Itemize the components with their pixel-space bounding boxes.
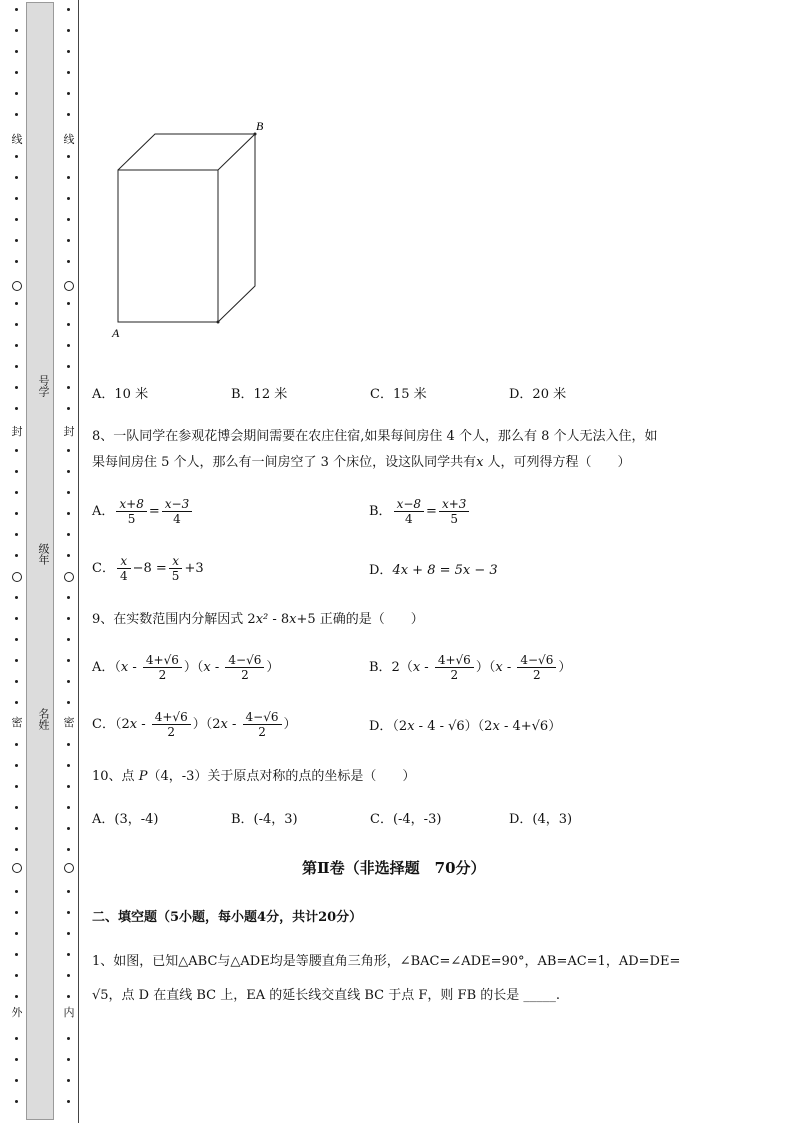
binding-dot [15, 365, 18, 368]
binding-dot [15, 113, 18, 116]
q8-stem-line2: 果每间房住 5 个人，那么有一间房空了 3 个床位，设这队同学共有x 人，可列得方程（ ） [92, 455, 631, 470]
binding-dot [67, 974, 70, 977]
student-id-label: 号学 [37, 375, 50, 397]
binding-dot [15, 932, 18, 935]
binding-dot [15, 386, 18, 389]
binding-dot [15, 911, 18, 914]
binding-dot [15, 449, 18, 452]
binding-dot [15, 29, 18, 32]
binding-dot [15, 806, 18, 809]
fraction: $\frac{4-√6}{2}$ [225, 653, 264, 682]
q7-option-d[interactable]: D．20 米 [509, 387, 567, 402]
binding-dot [67, 785, 70, 788]
q8-option-b[interactable]: B． $\frac{x-8}{4}$ = $\frac{x+3}{5}$ [369, 497, 471, 526]
q8-option-a[interactable]: A． $\frac{x+8}{5}$ = $\frac{x-3}{4}$ [92, 497, 194, 526]
q9-option-d[interactable]: D．（2x - 4 - √6）（2x - 4+√6） [369, 719, 562, 734]
binding-dot [15, 8, 18, 11]
q9-option-b[interactable]: B．2（x - $\frac{4+√6}{2}$ ）（x - $\frac{4-√6}{2}$ ） [369, 653, 572, 682]
top-face [118, 134, 255, 170]
fraction: $\frac{4+√6}{2}$ [143, 653, 182, 682]
binding-dot [67, 155, 70, 158]
binding-dot [67, 1037, 70, 1040]
q10-option-b[interactable]: B．(-4，3) [231, 812, 298, 827]
binding-dot [67, 1058, 70, 1061]
vertex-b-label: B [256, 119, 264, 133]
binding-dot [15, 680, 18, 683]
binding-dot [67, 218, 70, 221]
outer-dotted-line [10, 0, 24, 1123]
margin-rule [78, 0, 79, 1123]
binding-dot [67, 890, 70, 893]
binding-dot [67, 365, 70, 368]
side-face [218, 134, 255, 322]
q8-variable: x [476, 455, 484, 470]
q7-option-c[interactable]: C．15 米 [370, 387, 427, 402]
fraction: $\frac{x+3}{5}$ [439, 497, 469, 526]
fraction: $\frac{x-8}{4}$ [394, 497, 424, 526]
binding-dot [67, 848, 70, 851]
section-2-title: 二、填空题（5小题，每小题4分，共计20分） [92, 910, 363, 925]
binding-dot [67, 344, 70, 347]
binding-dot [67, 638, 70, 641]
binding-dot [67, 470, 70, 473]
fraction: $\frac{4+√6}{2}$ [435, 653, 474, 682]
binding-dot [67, 743, 70, 746]
outer-mark-mi: 密 [11, 716, 23, 729]
circle-mark [64, 281, 74, 291]
fraction: $\frac{x-3}{4}$ [162, 497, 192, 526]
student-info-band [26, 2, 54, 1120]
binding-dot [67, 29, 70, 32]
binding-dot [15, 344, 18, 347]
binding-dot [67, 806, 70, 809]
binding-dot [15, 953, 18, 956]
fraction: $\frac{x}{4}$ [117, 554, 131, 583]
q10-option-d[interactable]: D．(4，3) [509, 812, 573, 827]
binding-dot [67, 701, 70, 704]
inner-dotted-line [62, 0, 76, 1123]
cuboid-figure [110, 115, 290, 345]
binding-dot [67, 197, 70, 200]
binding-dot [67, 1079, 70, 1082]
binding-dot [15, 176, 18, 179]
grade-label: 级年 [37, 543, 50, 565]
q10-options [92, 811, 648, 829]
binding-dot [15, 554, 18, 557]
binding-dot [67, 176, 70, 179]
binding-dot [67, 911, 70, 914]
binding-dot [67, 533, 70, 536]
q10-stem: 10、点 P（4，-3）关于原点对称的点的坐标是（ ） [92, 769, 416, 784]
front-face [118, 170, 218, 322]
inner-mark-feng: 封 [63, 425, 75, 438]
binding-dot [67, 764, 70, 767]
q8-option-c[interactable]: C． $\frac{x}{4}$ −8 = $\frac{x}{5}$ +3 [92, 554, 204, 583]
binding-dot [15, 701, 18, 704]
q9-stem: 9、在实数范围内分解因式 2x² - 8x+5 正确的是（ ） [92, 612, 424, 627]
binding-dot [67, 92, 70, 95]
binding-dot [15, 617, 18, 620]
fraction: $\frac{4-√6}{2}$ [517, 653, 556, 682]
binding-dot [67, 407, 70, 410]
binding-dot [15, 638, 18, 641]
binding-margin [0, 0, 90, 1123]
vertex-dot [217, 321, 220, 324]
binding-dot [67, 827, 70, 830]
inner-mark-nei: 内 [63, 1006, 75, 1019]
binding-dot [15, 50, 18, 53]
binding-dot [15, 260, 18, 263]
q8-option-d[interactable]: D．4x + 8 = 5x − 3 [369, 563, 498, 578]
binding-dot [67, 491, 70, 494]
part-2-title: 第Ⅱ卷（非选择题 70分） [302, 859, 486, 877]
circle-mark [64, 863, 74, 873]
binding-dot [15, 491, 18, 494]
binding-dot [67, 953, 70, 956]
binding-dot [15, 197, 18, 200]
circle-mark [12, 863, 22, 873]
outer-mark-xian: 线 [11, 133, 23, 146]
circle-mark [12, 572, 22, 582]
binding-dot [15, 470, 18, 473]
binding-dot [15, 848, 18, 851]
binding-dot [15, 1058, 18, 1061]
inner-mark-mi: 密 [63, 716, 75, 729]
fill1-line2: √5，点 D 在直线 BC 上，EA 的延长线交直线 BC 于点 F，则 FB 的长是 _____. [92, 988, 561, 1003]
binding-dot [67, 659, 70, 662]
q7-options [92, 386, 648, 404]
binding-dot [67, 617, 70, 620]
binding-dot [15, 71, 18, 74]
binding-dot [67, 995, 70, 998]
binding-dot [15, 785, 18, 788]
binding-dot [67, 71, 70, 74]
outer-mark-wai: 外 [11, 1006, 23, 1019]
binding-dot [15, 239, 18, 242]
q7-option-a[interactable]: A．10 米 [92, 387, 149, 402]
binding-dot [67, 512, 70, 515]
binding-dot [15, 218, 18, 221]
circle-mark [12, 281, 22, 291]
binding-dot [67, 932, 70, 935]
binding-dot [15, 323, 18, 326]
q8-stem-line1: 8、一队同学在参观花博会期间需要在农庄住宿,如果每间房住 4 个人，那么有 8 个人无法入住，如 [92, 429, 658, 444]
binding-dot [15, 302, 18, 305]
outer-mark-feng: 封 [11, 425, 23, 438]
binding-dot [67, 323, 70, 326]
binding-dot [15, 1037, 18, 1040]
circle-mark [64, 572, 74, 582]
binding-dot [67, 554, 70, 557]
q9-option-a[interactable]: A．（x - $\frac{4+√6}{2}$ ）（x - $\frac{4-√6}{2}$ ） [92, 653, 280, 682]
binding-dot [67, 1100, 70, 1103]
name-label: 名姓 [37, 708, 50, 730]
binding-dot [15, 596, 18, 599]
binding-dot [15, 155, 18, 158]
binding-dot [67, 239, 70, 242]
fraction: $\frac{4-√6}{2}$ [243, 710, 282, 739]
binding-dot [67, 260, 70, 263]
binding-dot [15, 995, 18, 998]
binding-dot [15, 92, 18, 95]
binding-dot [67, 449, 70, 452]
binding-dot [67, 8, 70, 11]
q10-option-a[interactable]: A．(3，-4) [92, 812, 159, 827]
fraction: $\frac{x+8}{5}$ [116, 497, 146, 526]
binding-dot [67, 302, 70, 305]
fraction: $\frac{4+√6}{2}$ [152, 710, 191, 739]
binding-dot [15, 974, 18, 977]
binding-dot [67, 386, 70, 389]
binding-dot [15, 764, 18, 767]
fraction: $\frac{x}{5}$ [169, 554, 183, 583]
binding-dot [15, 407, 18, 410]
q7-option-b[interactable]: B．12 米 [231, 387, 288, 402]
binding-dot [15, 890, 18, 893]
binding-dot [15, 512, 18, 515]
fill1-line1: 1、如图，已知△ABC与△ADE均是等腰直角三角形，∠BAC=∠ADE=90°，AB=AC=1，AD=DE= [92, 954, 681, 969]
vertex-a-label: A [112, 326, 120, 340]
q9-option-c[interactable]: C．（2x - $\frac{4+√6}{2}$ ）（2x - $\frac{4-√6}{2}$ ） [92, 710, 297, 739]
binding-dot [15, 827, 18, 830]
binding-dot [15, 743, 18, 746]
binding-dot [15, 1079, 18, 1082]
binding-dot [67, 680, 70, 683]
binding-dot [15, 1100, 18, 1103]
binding-dot [67, 113, 70, 116]
binding-dot [15, 533, 18, 536]
q10-option-c[interactable]: C．(-4，-3) [370, 812, 442, 827]
binding-dot [67, 596, 70, 599]
binding-dot [15, 659, 18, 662]
binding-dot [67, 50, 70, 53]
inner-mark-xian: 线 [63, 133, 75, 146]
